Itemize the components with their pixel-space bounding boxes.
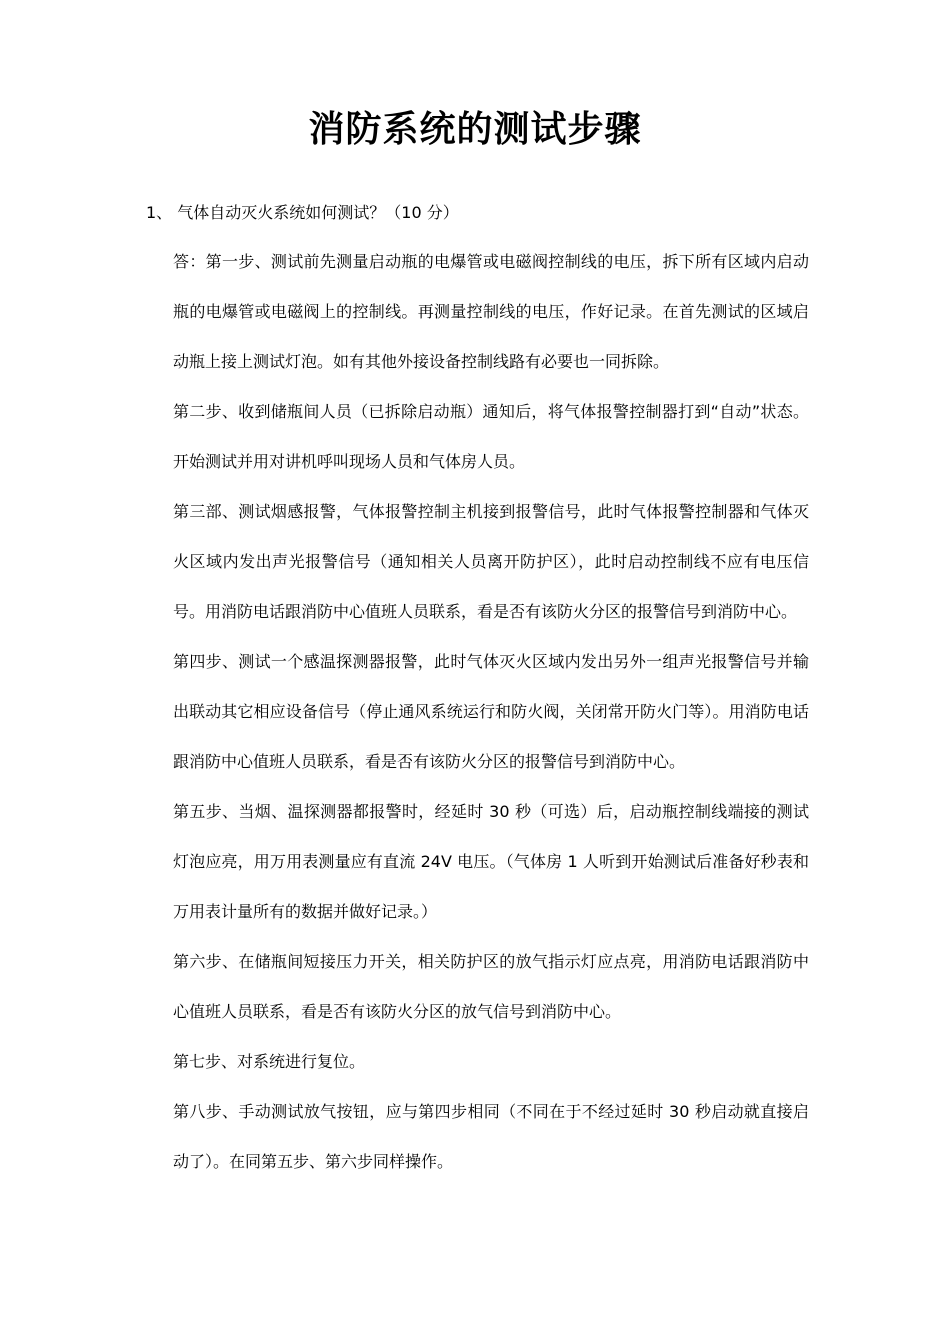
answer-step-1: 答：第一步、测试前先测量启动瓶的电爆管或电磁阀控制线的电压，拆下所有区域内启动瓶的电爆管或电磁阀上的控制线。再测量控制线的电压，作好记录。在首先测试的区域启动瓶上接上测试灯泡。如有其他外接设备控制线路有必要也一同拆除。 xyxy=(173,252,809,371)
answer-step-4: 第四步、测试一个感温探测器报警，此时气体灭火区域内发出另外一组声光报警信号并输出联动其它相应设备信号（停止通风系统运行和防火阀，关闭常开防火门等）。用消防电话跟消防中心值班人员联系，看是否有该防火分区的报警信号到消防中心。 xyxy=(173,652,809,771)
answer-step-3: 第三部、测试烟感报警，气体报警控制主机接到报警信号，此时气体报警控制器和气体灭火区域内发出声光报警信号（通知相关人员离开防护区），此时启动控制线不应有电压信号。用消防电话跟消防中心值班人员联系，看是否有该防火分区的报警信号到消防中心。 xyxy=(173,502,809,621)
answer-step-6: 第六步、在储瓶间短接压力开关，相关防护区的放气指示灯应点亮，用消防电话跟消防中心值班人员联系，看是否有该防火分区的放气信号到消防中心。 xyxy=(173,952,809,1021)
question-heading: 1、 气体自动灭火系统如何测试？（10 分） xyxy=(146,203,459,222)
page-title: 消防系统的测试步骤 xyxy=(308,109,642,150)
answer-step-7: 第七步、对系统进行复位。 xyxy=(173,1052,366,1071)
answer-step-2: 第二步、收到储瓶间人员（已拆除启动瓶）通知后，将气体报警控制器打到“自动”状态。开始测试并用对讲机呼叫现场人员和气体房人员。 xyxy=(173,402,809,471)
answer-step-5: 第五步、当烟、温探测器都报警时，经延时 30 秒（可选）后，启动瓶控制线端接的测试灯泡应亮，用万用表测量应有直流 24V 电压。（气体房 1 人听到开始测试后准备好秒表和万用表计量所有的数据并做好记录。） xyxy=(173,802,809,921)
answer-body xyxy=(173,237,809,1187)
answer-step-8: 第八步、手动测试放气按钮，应与第四步相同（不同在于不经过延时 30 秒启动就直接启动了）。在同第五步、第六步同样操作。 xyxy=(173,1102,809,1171)
